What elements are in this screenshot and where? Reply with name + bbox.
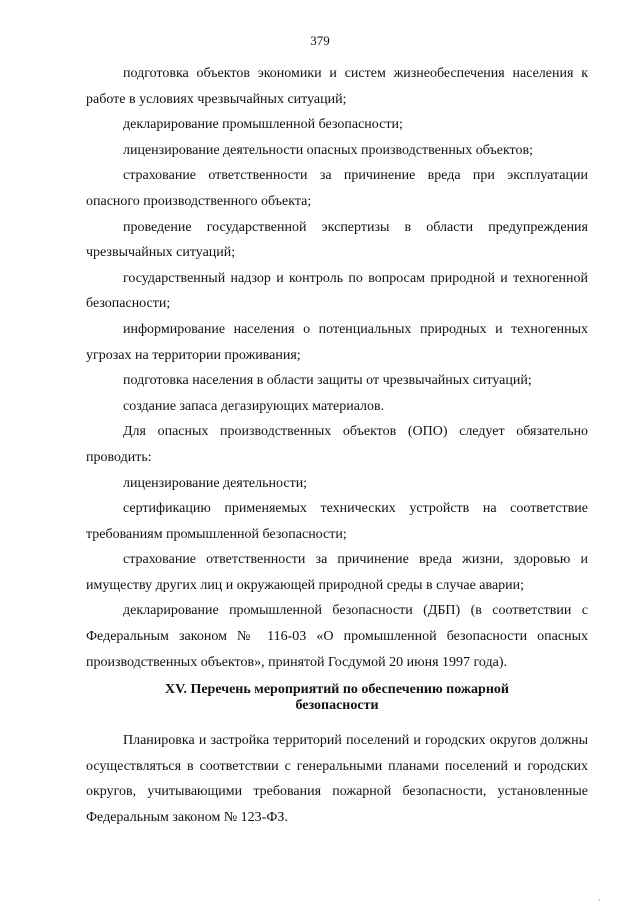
body-text [86, 61, 588, 831]
paragraph-12: сертификацию применяемых технических устройств на соответствие требованиям промышленной безопасности; [86, 501, 588, 542]
paragraph-5: проведение государственной экспертизы в области предупреждения чрезвычайных ситуаций; [86, 219, 588, 261]
paragraph-8: подготовка населения в области защиты от чрезвычайных ситуаций; [123, 373, 532, 389]
page-number: 379 [310, 33, 330, 48]
section-heading-line-1: XV. Перечень мероприятий по обеспечению пожарной [165, 682, 509, 698]
paragraph-13: страхование ответственности за причинение вреда жизни, здоровью и имуществу других лиц и окружающей природной среды в случае аварии; [86, 552, 588, 593]
paragraph-9: создание запаса дегазирующих материалов. [123, 398, 385, 414]
section-heading [86, 682, 588, 714]
paragraph-14: декларирование промышленной безопасности (ДБП) (в соответствии с Федеральным законом № 116-03 «О промышленной безопасности опасных производственных объектов», принятой Госдумой 20 июня 1997 года). [86, 603, 588, 670]
paragraph-1: подготовка объектов экономики и систем жизнеобеспечения населения к работе в условиях чрезвычайных ситуаций; [86, 66, 588, 107]
paragraph-11: лицензирование деятельности; [123, 475, 308, 491]
closing-paragraph: Планировка и застройка территорий поселений и городских округов должны осуществляться в соответствии с генеральными планами поселений и городских округов, учитывающими требования пожарной безопасности, установленные Федеральным законом № 123-ФЗ. [86, 733, 588, 826]
paragraph-4: страхование ответственности за причинение вреда при эксплуатации опасного производственного объекта; [86, 168, 588, 209]
paragraph-7: информирование населения о потенциальных природных и техногенных угрозах на территории проживания; [86, 321, 588, 363]
paragraph-6: государственный надзор и контроль по вопросам природной и техногенной безопасности; [86, 270, 588, 312]
paragraph-3: лицензирование деятельности опасных производственных объектов; [123, 142, 533, 158]
section-heading-line-2: безопасности [295, 698, 379, 714]
corner-mark: · [598, 896, 601, 905]
paragraph-2: декларирование промышленной безопасности; [123, 117, 403, 133]
paragraph-10: Для опасных производственных объектов (ОПО) следует обязательно проводить: [86, 424, 588, 465]
